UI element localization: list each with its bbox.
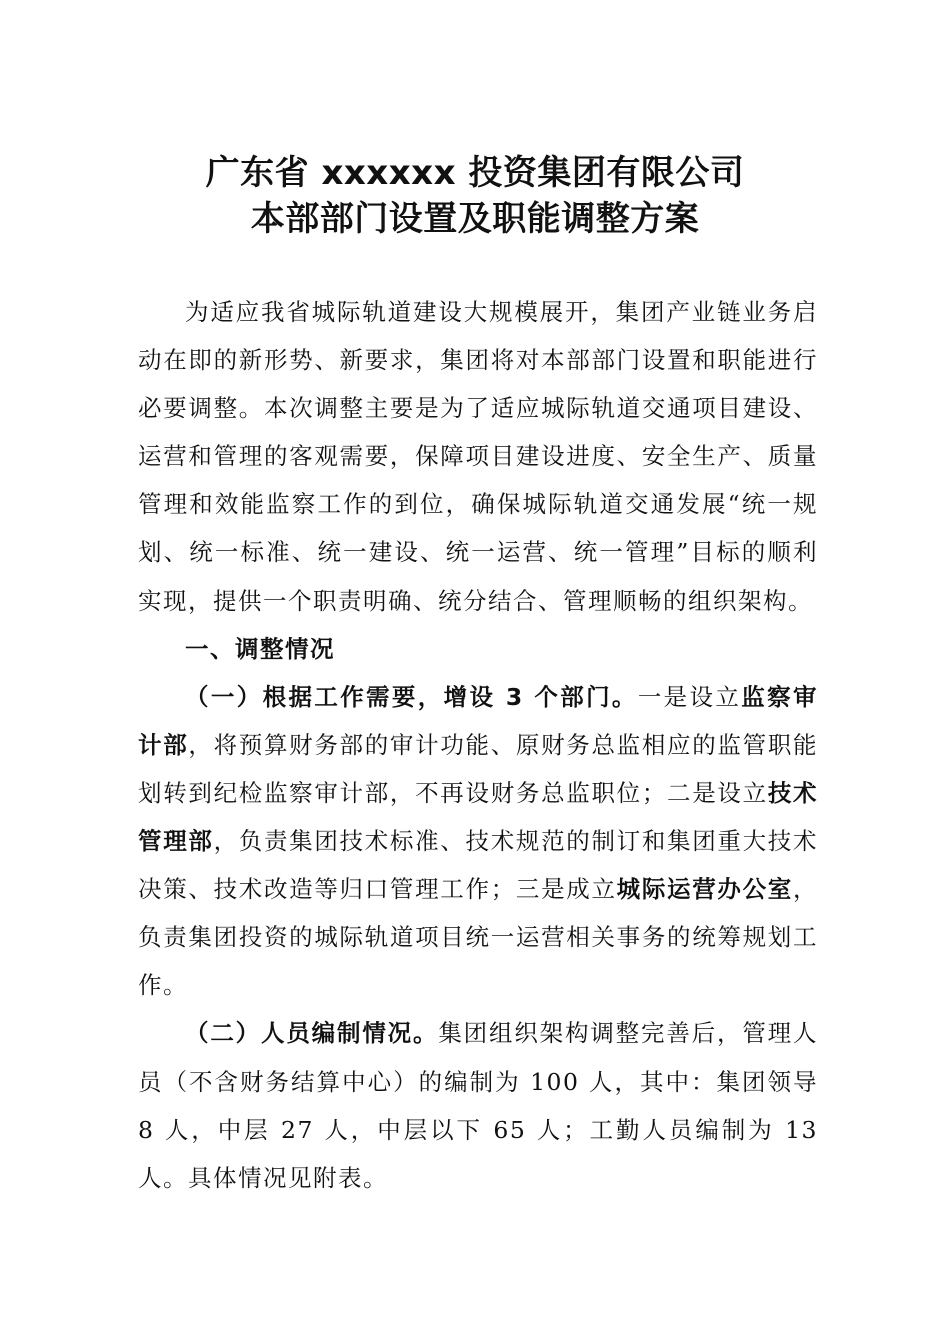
item-1-lead: （一）根据工作需要，增设 3 个部门。 xyxy=(185,682,638,711)
item-1-text-4: ，负责集团投资的城际轨道项目统一运营相关事务的统筹规划工作。 xyxy=(138,875,819,1000)
document-body xyxy=(138,288,818,1202)
title-line-2: 本部部门设置及职能调整方案 xyxy=(250,199,700,239)
item-2-paragraph xyxy=(138,1009,818,1201)
item-1-paragraph xyxy=(138,673,818,1010)
dept-supervision-audit: 监察审计部 xyxy=(138,682,819,759)
title-line-1: 广东省 xxxxxx 投资集团有限公司 xyxy=(205,153,745,193)
dept-intercity-operations: 城际运营办公室 xyxy=(616,875,794,904)
document-title xyxy=(0,150,950,242)
item-1-text-3: ，负责集团技术标准、技术规范的制订和集团重大技术决策、技术改造等归口管理工作；三是成立 xyxy=(138,827,819,904)
item-2-lead: （二）人员编制情况。 xyxy=(185,1019,439,1048)
intro-paragraph: 为适应我省城际轨道建设大规模展开，集团产业链业务启动在即的新形势、新要求，集团将对本部部门设置和职能进行必要调整。本次调整主要是为了适应城际轨道交通项目建设、运营和管理的客观需要，保障项目建设进度、安全生产、质量管理和效能监察工作的到位，确保城际轨道交通发展“统一规划、统一标准、统一建设、统一运营、统一管理”目标的顺利实现，提供一个职责明确、统分结合、管理顺畅的组织架构。 xyxy=(138,298,818,615)
item-1-text-2: ，将预算财务部的审计功能、原财务总监相应的监管职能划转到纪检监察审计部，不再设财务总监职位；二是设立 xyxy=(138,730,819,807)
item-1-text-1: 一是设立 xyxy=(637,682,742,711)
item-2-text: 集团组织架构调整完善后，管理人员（不含财务结算中心）的编制为 100 人，其中：集团领导 8 人，中层 27 人，中层以下 65 人；工勤人员编制为 13 人。具体情况见附表。 xyxy=(138,1019,819,1192)
dept-technical-management: 技术管理部 xyxy=(138,778,819,856)
section-1-heading: 一、调整情况 xyxy=(185,634,335,663)
